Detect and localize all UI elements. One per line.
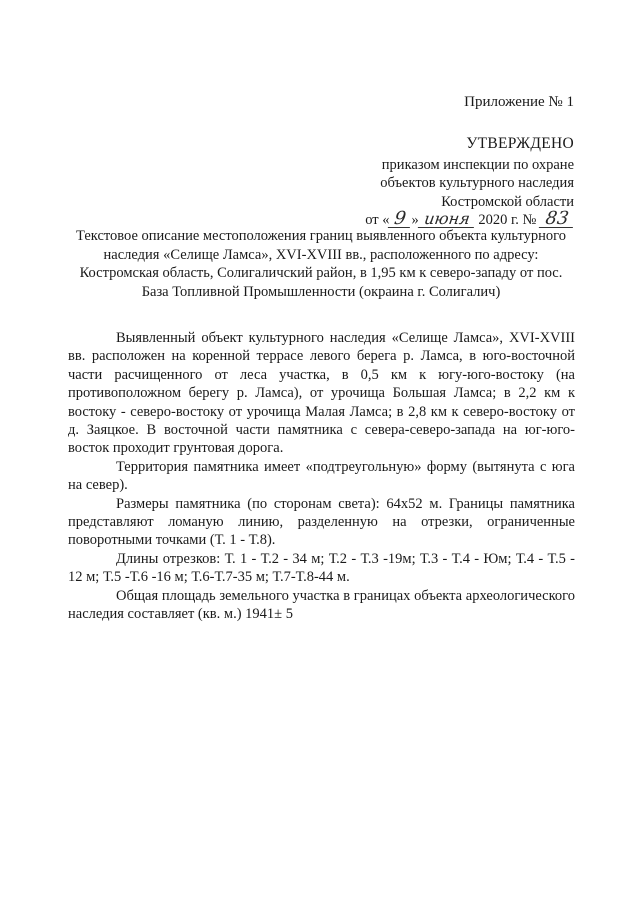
approval-heading: УТВЕРЖДЕНО <box>466 135 574 152</box>
body-paragraph: Территория памятника имеет «подтреугольную» форму (вытянута с юга на север). <box>68 458 575 494</box>
body-paragraph: Размеры памятника (по сторонам света): 64х52 м. Границы памятника представляют ломаную линию, разделенную на отрезки, ограниченные поворотными точками (Т. 1 - Т.8). <box>68 495 575 549</box>
handwritten-day: 9 <box>388 211 412 228</box>
approval-block <box>284 135 574 230</box>
approval-line-2: объектов культурного наследия <box>380 175 574 191</box>
document-body <box>68 329 575 624</box>
order-year: 2020 г. № <box>478 212 537 228</box>
order-mid: » <box>411 212 419 228</box>
approval-line-1: приказом инспекции по охране <box>381 156 574 173</box>
body-paragraph: Длины отрезков: Т. 1 - Т.2 - 34 м; Т.2 - Т.3 -19м; Т.3 - Т.4 - Юм; Т.4 - Т.5 - 12 м; Т.5 -Т.6 -16 м; Т.6-Т.7-35 м; Т.7-Т.8-44 м. <box>68 550 575 586</box>
body-paragraph: Выявленный объект культурного наследия «Селище Ламса», XVI-XVIII вв. расположен на коренной террасе левого берега р. Ламса, в юго-восточной части расчищенного от леса участка, в 0,5 км к югу-юго-востоку (на противоположном берегу р. Ламса), от урочища Большая Ламса; в 2,2 км к востоку - северо-востоку от урочища Малая Ламса; в 2,8 км к северо-востоку от д. Заяцкое. В восточной части памятника с севера-северо-запада на юг-юго-восток проходит грунтовая дорога. <box>68 330 575 457</box>
annex-label: Приложение № 1 <box>464 94 574 110</box>
handwritten-order-number: 83 <box>539 211 575 228</box>
order-prefix: от « <box>365 212 390 228</box>
document-title: Текстовое описание местоположения границ выявленного объекта культурного наследия «Селище Ламса», XVI-XVIII вв., расположенного по адресу: Костромская область, Солигаличский район, в 1,95 км к северо-западу от пос. База Топливной Промышленности (окраина г. Солигалич) <box>76 228 566 300</box>
handwritten-month: июня <box>418 211 476 228</box>
approval-line-3: Костромской области <box>441 193 574 210</box>
body-paragraph: Общая площадь земельного участка в границах объекта археологического наследия составляет (кв. м.) 1941± 5 <box>68 587 575 623</box>
